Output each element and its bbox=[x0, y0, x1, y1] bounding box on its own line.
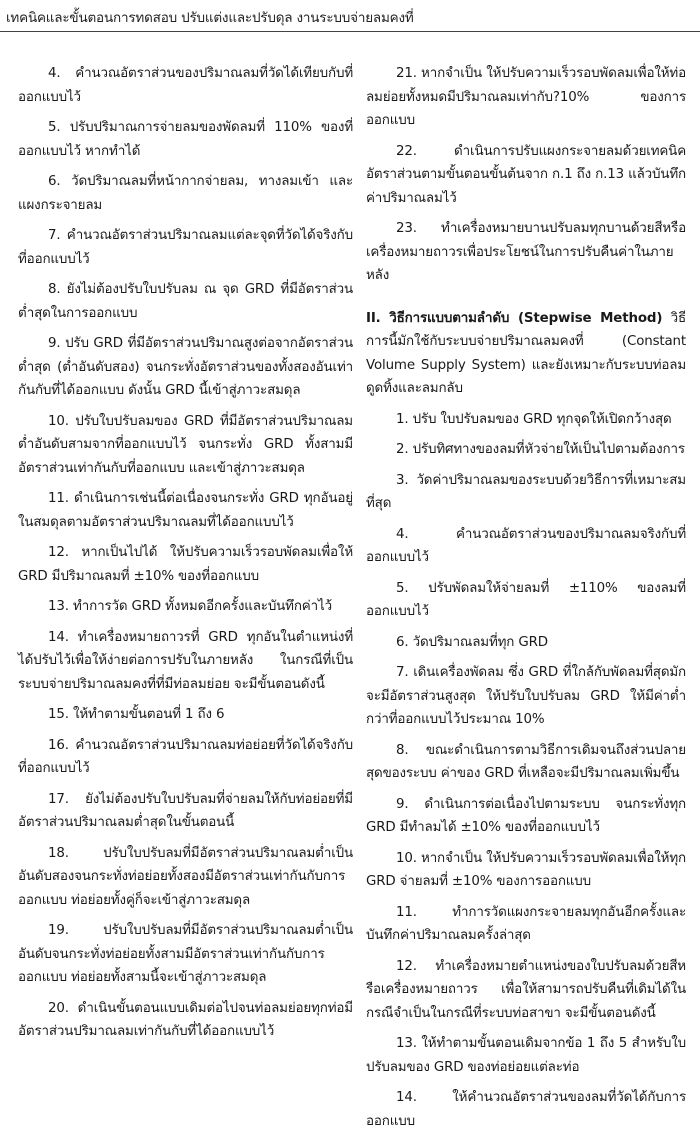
stepwise-step-14: 14. ให้คำนวณอัตราส่วนของลมที่วัดได้กับการออกแบบ bbox=[366, 1090, 686, 1129]
stepwise-step-11: 11. ทำการวัดแผงกระจายลมทุกอันอีกครั้งและบันทึกค่าปริมาณลมครั้งล่าสุด bbox=[366, 904, 686, 943]
stepwise-step-13: 13. ให้ทำตามขั้นตอนเดิมจากข้อ 1 ถึง 5 สำหรับใบปรับลมของ GRD ของท่อย่อยแต่ละท่อ bbox=[366, 1036, 686, 1075]
section-intro: วิธีการนี้มักใช้กับระบบจ่ายปริมาณลมคงที่ (Constant Volume Supply System) และยังเหมาะกับระบบท่อลมดูดทิ้งและลมกลับ bbox=[366, 310, 687, 396]
stepwise-section bbox=[366, 307, 686, 401]
step-18: 18. ปรับใบปรับลมที่มีอัตราส่วนปริมาณลมต่ำเป็นอันดับสองจนกระทั่งท่อย่อยทั้งสองมีอัตราส่วนเท่ากันกับการออกแบบ ท่อย่อยทั้งคู่ก็จะเข้าสู่ภาวะสมดุล bbox=[18, 845, 353, 908]
step-6: 6. วัดปริมาณลมที่หน้ากากจ่ายลม, ทางลมเข้า และแผงกระจายลม bbox=[18, 174, 353, 213]
stepwise-step-5: 5. ปรับพัดลมให้จ่ายลมที่ ±110% ของลมที่ออกแบบไว้ bbox=[366, 580, 686, 619]
stepwise-step-1: 1. ปรับ ใบปรับลมของ GRD ทุกจุดให้เปิดกว้างสุด bbox=[396, 411, 672, 427]
step-11: 11. ดำเนินการเช่นนี้ต่อเนื่องจนกระทั่ง GRD ทุกอันอยู่ในสมดุลตามอัตราส่วนปริมาณลมที่ได้ออกแบบไว้ bbox=[18, 491, 353, 530]
header-title: เทคนิคและขั้นตอนการทดสอบ ปรับแต่งและปรับดุล งานระบบจ่ายลมคงที่ bbox=[6, 10, 414, 26]
step-14: 14. ทำเครื่องหมายถาวรที่ GRD ทุกอันในตำแหน่งที่ได้ปรับไว้เพื่อให้ง่ายต่อการปรับในภายหลัง ในกรณีที่เป็นระบบจ่ายปริมาณลมคงที่ที่มีท่อลมย่อย จะมีขั้นตอนดังนี้ bbox=[18, 629, 353, 692]
step-15: 15. ให้ทำตามขั้นตอนที่ 1 ถึง 6 bbox=[48, 707, 225, 722]
stepwise-step-4: 4. คำนวณอัตราส่วนของปริมาณลมจริงกับที่ออกแบบไว้ bbox=[366, 526, 686, 565]
section-heading: II. วิธีการแบบตามลำดับ (Stepwise Method) bbox=[366, 310, 663, 326]
step-20: 20. ดำเนินขั้นตอนแบบเดิมต่อไปจนท่อลมย่อยทุกท่อมีอัตราส่วนปริมาณลมเท่ากันกับที่ได้ออกแบบไว้ bbox=[18, 1000, 353, 1039]
step-19: 19. ปรับใบปรับลมที่มีอัตราส่วนปริมาณลมต่ำเป็นอันดับจนกระทั่งท่อย่อยทั้งสามมีอัตราส่วนเท่ากันกับการออกแบบ ท่อย่อยทั้งสามนี้จะเข้าสู่ภาวะสมดุล bbox=[18, 923, 353, 985]
step-8: 8. ยังไม่ต้องปรับใบปรับลม ณ จุด GRD ที่มีอัตราส่วนต่ำสุดในการออกแบบ bbox=[18, 282, 353, 321]
stepwise-step-8: 8. ขณะดำเนินการตามวิธีการเดิมจนถึงส่วนปลายสุดของระบบ ค่าของ GRD ที่เหลือจะมีปริมาณลมเพิ่มขึ้น bbox=[366, 742, 686, 781]
step-17: 17. ยังไม่ต้องปรับใบปรับลมที่จ่ายลมให้กับท่อย่อยที่มีอัตราส่วนปริมาณลมต่ำสุดในขั้นตอนนี้ bbox=[18, 791, 353, 830]
stepwise-step-12: 12. ทำเครื่องหมายตำแหน่งของใบปรับลมด้วยสีหรือเครื่องหมายถาวร เพื่อให้สามารถปรับคืนที่เดิมได้ในกรณีจำเป็นในกรณีที่ระบบท่อสาขา จะมีขั้นตอนดังนี้ bbox=[366, 958, 686, 1021]
stepwise-step-7: 7. เดินเครื่องพัดลม ซึ่ง GRD ที่ใกล้กับพัดลมที่สุดมักจะมีอัตราส่วนสูงสุด ให้ปรับใบปรับลม GRD ให้มีค่าต่ำกว่าที่ออกแบบไว้ประมาณ 10% bbox=[366, 665, 686, 727]
step-5: 5. ปรับปริมาณการจ่ายลมของพัดลมที่ 110% ของที่ออกแบบไว้ หากทำได้ bbox=[18, 120, 353, 159]
page-header bbox=[0, 0, 700, 40]
step-4: 4. คำนวณอัตราส่วนของปริมาณลมที่วัดได้เทียบกับที่ออกแบบไว้ bbox=[18, 66, 353, 105]
stepwise-step-9: 9. ดำเนินการต่อเนื่องไปตามระบบ จนกระทั่งทุก GRD มีทำลมได้ ±10% ของที่ออกแบบไว้ bbox=[366, 796, 686, 835]
section-gap bbox=[366, 295, 686, 307]
step-22: 22. ดำเนินการปรับแผงกระจายลมด้วยเทคนิคอัตราส่วนตามขั้นตอนขั้นต้นจาก ก.1 ถึง ก.13 แล้วบันทึกค่าปริมาณลมไว้ bbox=[366, 143, 686, 206]
stepwise-step-3: 3. วัดค่าปริมาณลมของระบบด้วยวิธีการที่เหมาะสมที่สุด bbox=[366, 472, 686, 511]
step-7: 7. คำนวณอัตราส่วนปริมาณลมแต่ละจุดที่วัดได้จริงกับที่ออกแบบไว้ bbox=[18, 228, 353, 267]
step-12: 12. หากเป็นไปได้ ให้ปรับความเร็วรอบพัดลมเพื่อให้ GRD มีปริมาณลมที่ ±10% ของที่ออกแบบ bbox=[18, 545, 353, 584]
right-column bbox=[366, 62, 686, 1140]
stepwise-step-10: 10. หากจำเป็น ให้ปรับความเร็วรอบพัดลมเพื่อให้ทุก GRD จ่ายลมที่ ±10% ของการออกแบบ bbox=[366, 850, 686, 889]
header-rule bbox=[0, 31, 700, 32]
left-column bbox=[18, 62, 353, 1051]
stepwise-step-2: 2. ปรับทิศทางของลมที่หัวจ่ายให้เป็นไปตามต้องการ bbox=[396, 442, 685, 457]
step-13: 13. ทำการวัด GRD ทั้งหมดอีกครั้งและบันทึกค่าไว้ bbox=[48, 599, 332, 614]
step-16: 16. คำนวณอัตราส่วนปริมาณลมท่อย่อยที่วัดได้จริงกับที่ออกแบบไว้ bbox=[18, 737, 353, 776]
step-23: 23. ทำเครื่องหมายบานปรับลมทุกบานด้วยสีหรือเครื่องหมายถาวรเพื่อประโยชน์ในการปรับคืนค่าในภายหลัง bbox=[366, 221, 686, 283]
step-21: 21. หากจำเป็น ให้ปรับความเร็วรอบพัดลมเพื่อให้ท่อลมย่อยทั้งหมดมีปริมาณลมเท่ากับ?10% ของการออกแบบ bbox=[366, 66, 686, 128]
stepwise-step-6: 6. วัดปริมาณลมที่ทุก GRD bbox=[396, 634, 548, 650]
step-9: 9. ปรับ GRD ที่มีอัตราส่วนปริมาณสูงต่อจากอัตราส่วนต่ำสุด (ต่ำอันดับสอง) จนกระทั่งอัตราส่วนของทั้งสองอันเท่ากันกับที่ได้ออกแบบ ดังนั้น GRD นี้เข้าสู่ภาวะสมดุล bbox=[18, 336, 353, 398]
step-10: 10. ปรับใบปรับลมของ GRD ที่มีอัตราส่วนปริมาณลมต่ำอันดับสามจากที่ออกแบบไว้ จนกระทั่ง GRD ทั้งสามมีอัตราส่วนเท่ากันกับที่ออกแบบ และเข้าสู่ภาวะสมดุล bbox=[18, 413, 353, 476]
